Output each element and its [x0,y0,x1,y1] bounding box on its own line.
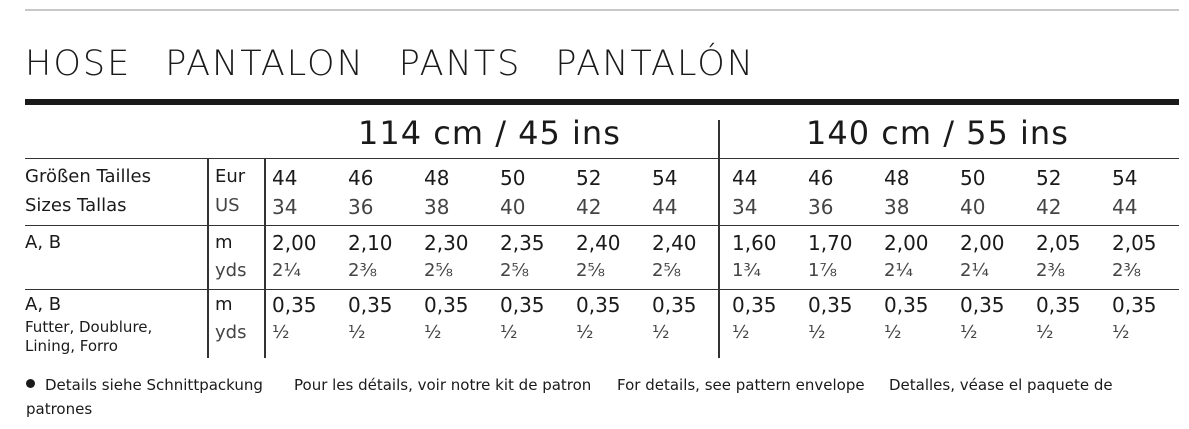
unit-divider [264,158,266,358]
row2-sub-line1: Futter, Doublure, [25,318,153,336]
us-size-cell: 42 [1036,195,1062,219]
table-rule-3 [25,289,1179,290]
footnote-en: For details, see pattern envelope [617,376,865,394]
yard-cell: 2⅜ [1036,260,1065,281]
fabric-width-140: 140 cm / 55 ins [806,114,1069,152]
yard-cell: 2¼ [272,260,301,281]
yard-cell: ½ [500,322,518,343]
row1-unit-yds: yds [215,260,247,281]
title-de: HOSE [25,44,132,84]
eur-size-cell: 46 [808,166,834,190]
yard-cell: 1¾ [732,260,761,281]
eur-size-cell: 46 [348,166,374,190]
footnote-es-line1: Detalles, véase el paquete de [889,376,1113,394]
eur-size-cell: 54 [652,166,678,190]
yard-cell: 2⅜ [1112,260,1141,281]
eur-size-cell: 44 [732,166,758,190]
yard-cell: 2⅜ [348,260,377,281]
meter-cell: 0,35 [348,293,393,317]
yard-cell: ½ [1036,322,1054,343]
us-size-cell: 44 [652,195,678,219]
title-en: PANTS [398,44,522,84]
title-es: PANTALÓN [555,44,755,84]
yard-cell: ½ [732,322,750,343]
label-divider [207,158,209,358]
eur-size-cell: 44 [272,166,298,190]
fabric-width-114: 114 cm / 45 ins [358,114,621,152]
meter-cell: 2,00 [884,231,929,255]
row2-unit-m: m [215,294,233,315]
yard-cell: 2⅝ [424,260,453,281]
size-label-line1: Größen Tailles [25,166,152,187]
yard-cell: 2⅝ [576,260,605,281]
us-size-cell: 36 [808,195,834,219]
yard-cell: 2⅝ [652,260,681,281]
meter-cell: 0,35 [424,293,469,317]
us-size-cell: 42 [576,195,602,219]
eur-size-cell: 50 [960,166,986,190]
us-size-cell: 38 [424,195,450,219]
us-size-cell: 34 [272,195,298,219]
yard-cell: 2¼ [960,260,989,281]
meter-cell: 0,35 [272,293,317,317]
unit-us: US [215,195,240,216]
meter-cell: 0,35 [500,293,545,317]
unit-eur: Eur [215,166,246,187]
table-rule-2 [25,225,1179,226]
yard-cell: ½ [576,322,594,343]
meter-cell: 0,35 [576,293,621,317]
meter-cell: 0,35 [652,293,697,317]
yard-cell: 2¼ [884,260,913,281]
size-label-line2: Sizes Tallas [25,195,127,216]
top-rule [25,9,1179,11]
footnote-es-line2: patrones [26,400,93,418]
meter-cell: 0,35 [732,293,777,317]
yard-cell: ½ [960,322,978,343]
us-size-cell: 36 [348,195,374,219]
meter-cell: 0,35 [808,293,853,317]
yard-cell: 2⅝ [500,260,529,281]
row1-view-label: A, B [25,232,62,253]
row1-unit-m: m [215,232,233,253]
row2-sub-line2: Lining, Forro [25,337,118,355]
meter-cell: 0,35 [884,293,929,317]
us-size-cell: 40 [960,195,986,219]
width-divider [718,120,720,358]
bullet-icon [26,379,35,388]
title-rule [25,99,1179,105]
footnote-de: Details siehe Schnittpackung [45,376,263,394]
eur-size-cell: 52 [1036,166,1062,190]
yard-cell: ½ [348,322,366,343]
us-size-cell: 40 [500,195,526,219]
eur-size-cell: 50 [500,166,526,190]
table-rule-1 [25,158,1179,159]
meter-cell: 2,40 [652,231,697,255]
yard-cell: ½ [424,322,442,343]
us-size-cell: 38 [884,195,910,219]
yard-cell: ½ [884,322,902,343]
meter-cell: 2,35 [500,231,545,255]
yard-cell: ½ [272,322,290,343]
eur-size-cell: 48 [424,166,450,190]
row2-unit-yds: yds [215,322,247,343]
row2-view-label: A, B [25,294,62,315]
meter-cell: 2,05 [1036,231,1081,255]
eur-size-cell: 54 [1112,166,1138,190]
us-size-cell: 44 [1112,195,1138,219]
meter-cell: 2,05 [1112,231,1157,255]
meter-cell: 2,30 [424,231,469,255]
meter-cell: 1,60 [732,231,777,255]
meter-cell: 2,00 [960,231,1005,255]
meter-cell: 1,70 [808,231,853,255]
us-size-cell: 34 [732,195,758,219]
meter-cell: 2,10 [348,231,393,255]
eur-size-cell: 48 [884,166,910,190]
meter-cell: 0,35 [1112,293,1157,317]
meter-cell: 2,00 [272,231,317,255]
yard-cell: ½ [1112,322,1130,343]
meter-cell: 2,40 [576,231,621,255]
yard-cell: ½ [652,322,670,343]
footnote-fr: Pour les détails, voir notre kit de patron [294,376,592,394]
eur-size-cell: 52 [576,166,602,190]
meter-cell: 0,35 [1036,293,1081,317]
page-title [25,44,755,84]
yard-cell: ½ [808,322,826,343]
meter-cell: 0,35 [960,293,1005,317]
yard-cell: 1⅞ [808,260,837,281]
title-fr: PANTALON [165,44,365,84]
footnote-line1 [26,376,263,394]
